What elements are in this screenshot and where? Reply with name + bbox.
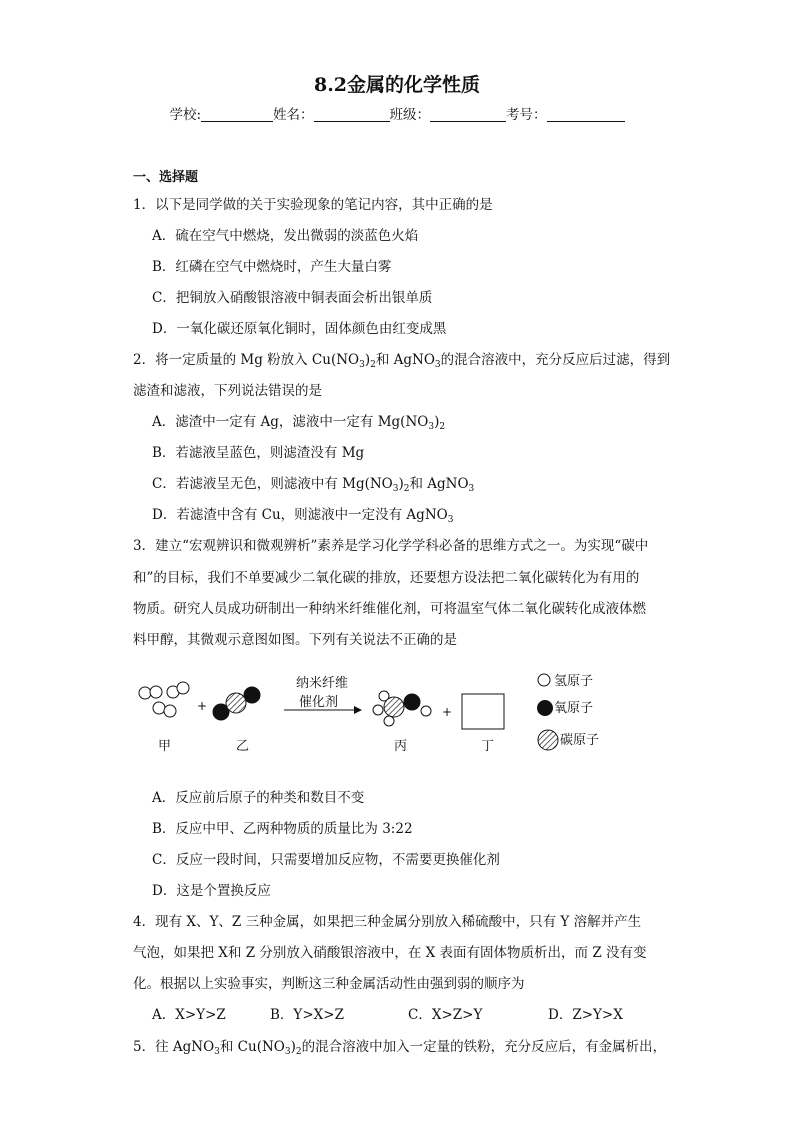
legend-oxygen-label: 氧原子 [554,701,594,716]
q1-option-b: B．红磷在空气中燃烧时，产生大量白雾 [152,259,392,275]
q2-stem-line1: 2．将一定质量的 Mg 粉放入 $Cu(NO_3)_2$和 AgNO$_3$的混合溶液中，充分反应后过滤，得到 [133,352,671,370]
molecule-bing [373,691,431,726]
molecule-yi [213,687,260,720]
molecule-ding-box [462,694,504,729]
label-bing: 丙 [394,739,408,754]
exam-no-label: 考号： [506,107,547,123]
exam-no-blank[interactable] [547,107,625,122]
q2-option-b: B．若滤液呈蓝色，则滤渣没有 Mg [152,445,365,461]
section-title: 一、选择题 [133,170,199,185]
student-info-line [0,103,794,123]
plus-sign-1: + [197,699,208,713]
q3-option-a: A．反应前后原子的种类和数目不变 [152,790,365,806]
label-ding: 丁 [481,739,495,754]
legend-hydrogen-label: 氢原子 [554,674,594,689]
q1-stem: 1．以下是同学做的关于实验现象的笔记内容，其中正确的是 [133,197,493,213]
q2-option-c: C．若滤液呈无色，则滤液中有 $Mg(NO_3)_2$和 AgNO$_3$ [152,476,475,494]
school-blank[interactable] [201,107,273,122]
q4-stem-line3: 化。根据以上实验事实，判断这三种金属活动性由强到弱的顺序为 [133,976,525,992]
q3-stem-line3: 物质。研究人员成功研制出一种纳米纤维催化剂，可将温室气体二氧化碳转化成液体燃 [133,601,646,617]
q3-option-c: C．反应一段时间，只需要增加反应物，不需要更换催化剂 [152,852,500,868]
q4-option-c: C．X>Z>Y [408,1007,483,1023]
catalyst-label-line1: 纳米纤维 [296,676,349,691]
q1-option-d: D．一氧化碳还原氧化铜时，固体颜色由红变成黑 [152,321,447,337]
plus-sign-2: + [442,705,453,719]
legend-oxygen-icon [537,700,553,716]
class-label: 班级： [389,107,431,123]
legend-carbon-icon [538,730,558,750]
q1-option-c: C．把铜放入硝酸银溶液中铜表面会析出银单质 [152,290,433,306]
q2-stem-line2: 滤渣和滤液，下列说法错误的是 [133,383,322,399]
label-jia: 甲 [158,739,172,754]
q4-stem-line1: 4．现有 X、Y、Z 三种金属，如果把三种金属分别放入稀硫酸中，只有 Y 溶解并产生 [133,914,642,930]
q4-stem-line2: 气泡，如果把 X和 Z 分别放入硝酸银溶液中，在 X 表面有固体物质析出，而 Z 没有变 [133,945,647,961]
q3-stem-line1: 3．建立“宏观辨识和微观辨析”素养是学习化学学科必备的思维方式之一。为实现“碳中 [133,538,649,554]
q2-option-d: D．若滤渣中含有 Cu，则滤液中一定没有 AgNO$_3$ [152,507,454,525]
class-blank[interactable] [430,107,506,122]
catalyst-label-line2: 催化剂 [299,695,339,710]
school-label: 学校: [169,107,202,123]
page-title: 8.2金属的化学性质 [313,74,481,96]
name-blank[interactable] [314,107,390,122]
label-yi: 乙 [236,739,250,754]
q2-option-a: A．滤渣中一定有 Ag，滤液中一定有 $Mg(NO_3)_2$ [152,414,446,432]
legend-carbon-label: 碳原子 [560,733,600,748]
q3-stem-line4: 料甲醇，其微观示意图如图。下列有关说法不正确的是 [133,632,457,648]
q3-option-b: B．反应中甲、乙两种物质的质量比为 3:22 [152,821,413,837]
name-label: 姓名： [273,107,314,123]
q4-option-b: B．Y>X>Z [270,1007,344,1023]
molecule-jia [139,682,189,717]
q4-option-d: D．Z>Y>X [548,1007,623,1023]
q5-stem-line1: 5．往 AgNO$_3$和 $Cu(NO_3)_2$的混合溶液中加入一定量的铁粉，充分反应后，有金属析出， [133,1039,667,1057]
q1-option-a: A．硫在空气中燃烧，发出微弱的淡蓝色火焰 [152,228,419,244]
q3-stem-line2: 和”的目标，我们不单要减少二氧化碳的排放，还要想方设法把二氧化碳转化为有用的 [133,570,640,586]
q4-options-row [152,1003,672,1023]
arrow-head [354,706,362,714]
q3-option-d: D．这是个置换反应 [152,883,271,899]
legend-hydrogen-icon [538,674,550,686]
q4-option-a: A．X>Y>Z [152,1007,226,1023]
